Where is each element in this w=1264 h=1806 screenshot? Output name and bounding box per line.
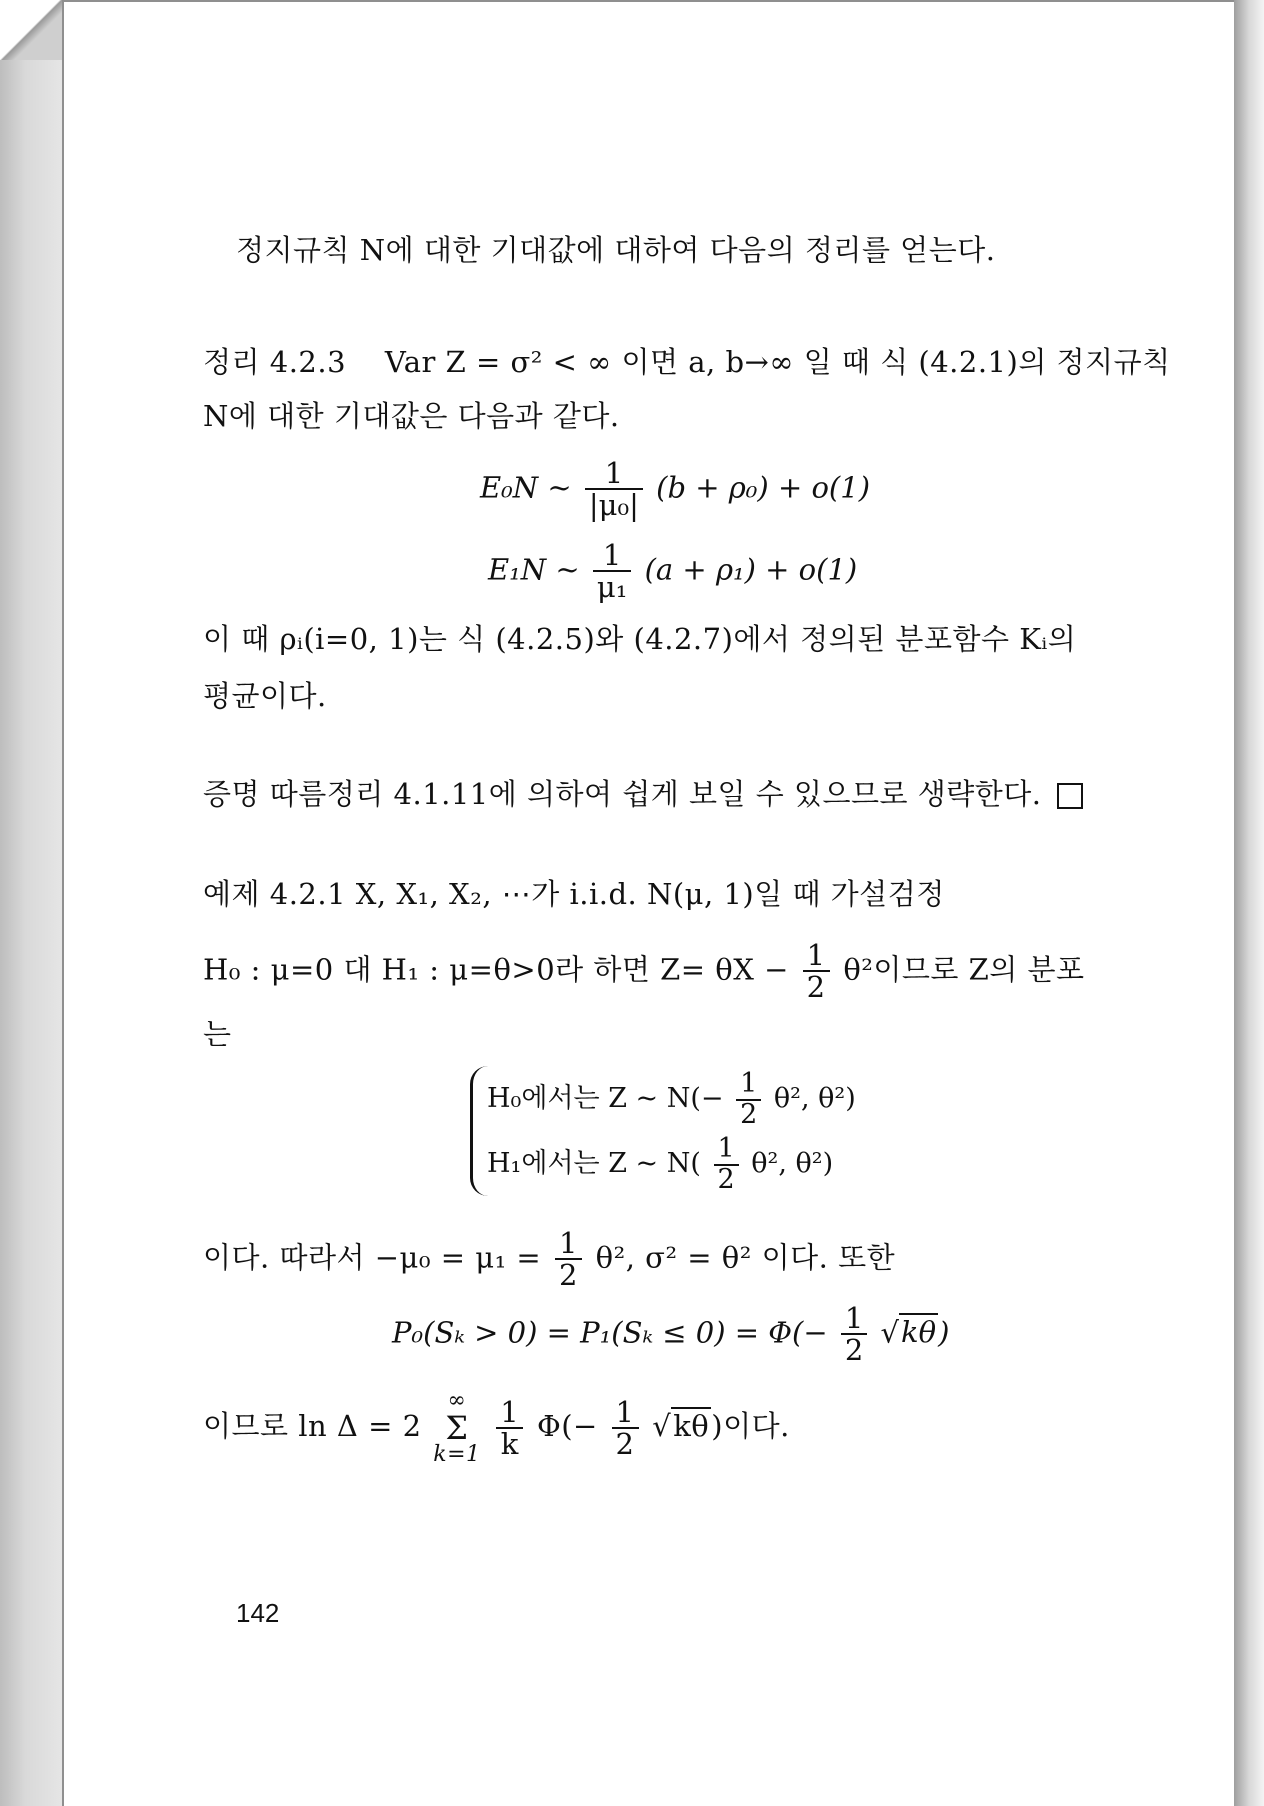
note-line-1: 이 때 ρᵢ(i=0, 1)는 식 (4.2.5)와 (4.2.7)에서 정의된 분포함수 Kᵢ의 xyxy=(203,622,1077,656)
eq-p-tail: ) xyxy=(938,1315,950,1350)
frac-num: 1 xyxy=(558,1226,578,1260)
example-line-3: 는 xyxy=(203,1017,232,1051)
intro-sentence: 정지규칙 N에 대한 기대값에 대하여 다음의 정리를 얻는다. xyxy=(236,233,996,267)
frac-den: 2 xyxy=(714,1164,739,1194)
sum-lower: k=1 xyxy=(433,1442,481,1467)
frac-num: 1 xyxy=(806,938,826,972)
book-corner xyxy=(0,0,64,60)
frac-den: k xyxy=(496,1427,523,1459)
equation-e0n xyxy=(480,458,870,521)
theorem-line-2: N에 대한 기대값은 다음과 같다. xyxy=(203,399,620,433)
eq-e0-den: |μ₀| xyxy=(585,488,643,520)
eq-e1-fraction xyxy=(593,540,631,603)
note-line-2: 평균이다. xyxy=(203,679,327,713)
sqrt-symbol-icon: √ xyxy=(880,1315,900,1350)
frac-den: 2 xyxy=(803,970,830,1002)
ln-text: 이므로 ln Δ = 2 xyxy=(203,1409,422,1443)
eq-e0-rhs: (b + ρ₀) + o(1) xyxy=(656,470,871,505)
example-distribution: θ²이므로 Z의 분포 xyxy=(843,952,1085,987)
frac-num: 1 xyxy=(844,1301,864,1335)
frac-den: 2 xyxy=(736,1099,761,1129)
eq-e0-fraction xyxy=(585,458,643,521)
eq-e0-lhs: E₀N ~ xyxy=(480,470,572,505)
example-line-2 xyxy=(203,940,1085,1003)
eq-e1-den: μ₁ xyxy=(593,570,631,602)
book-spine xyxy=(0,0,64,1806)
proof-line xyxy=(203,772,1083,813)
qed-square-icon xyxy=(1057,783,1083,809)
cases-brace xyxy=(470,1066,856,1196)
sqrt-symbol-icon: √ xyxy=(652,1409,672,1443)
frac-den: 2 xyxy=(555,1258,582,1290)
consequence-tail: θ², σ² = θ² 이다. 또한 xyxy=(595,1240,896,1275)
ln-frac-half xyxy=(612,1394,639,1461)
theorem-statement: Var Z = σ² < ∞ 이면 a, b→∞ 일 때 식 (4.2.1)의 정지규칙 xyxy=(384,345,1171,379)
case-h1 xyxy=(487,1131,856,1196)
eq-e1-lhs: E₁N ~ xyxy=(488,552,580,587)
frac-num: 1 xyxy=(500,1394,520,1429)
eq-e0-num: 1 xyxy=(604,456,624,490)
frac-num: 1 xyxy=(615,1394,635,1429)
frac-den: 2 xyxy=(841,1333,867,1365)
case-h0 xyxy=(487,1066,856,1131)
theorem-line-1 xyxy=(203,340,1171,381)
summation xyxy=(433,1390,480,1466)
page-number: 142 xyxy=(236,1598,280,1628)
case-h0-text: H₀에서는 Z ~ N(− xyxy=(487,1083,724,1114)
example-half-fraction xyxy=(803,940,830,1003)
ln-delta-line xyxy=(203,1390,790,1466)
page-edge-shadow xyxy=(1234,0,1264,1806)
consequence-line xyxy=(203,1228,895,1291)
ln-phi: Φ(− xyxy=(536,1409,598,1443)
case-h0-tail: θ², θ²) xyxy=(773,1083,856,1114)
frac-den: 2 xyxy=(612,1427,639,1459)
case-h0-fraction xyxy=(736,1070,761,1129)
consequence-text: 이다. 따라서 −μ₀ = μ₁ = xyxy=(203,1240,542,1275)
eq-e1-rhs: (a + ρ₁) + o(1) xyxy=(644,552,858,587)
equation-p0-p1 xyxy=(392,1303,949,1366)
equation-e1n xyxy=(488,540,857,603)
ln-tail: )이다. xyxy=(711,1409,790,1443)
example-hypothesis: H₀ : μ=0 대 H₁ : μ=θ>0라 하면 Z= θX − xyxy=(203,952,789,987)
proof-text: 증명 따름정리 4.1.11에 의하여 쉽게 보일 수 있으므로 생략한다. xyxy=(203,777,1042,811)
eq-p-sqrt: kθ xyxy=(901,1315,937,1350)
frac-num: 1 xyxy=(740,1068,758,1100)
case-h1-text: H₁에서는 Z ~ N( xyxy=(487,1148,701,1179)
ln-frac-1k xyxy=(496,1394,523,1461)
sum-upper: ∞ xyxy=(447,1388,467,1413)
example-line-1: 예제 4.2.1 X, X₁, X₂, ⋯가 i.i.d. N(μ, 1)일 때 가설검정 xyxy=(203,877,945,911)
theorem-label: 정리 4.2.3 xyxy=(203,345,347,379)
eq-e1-num: 1 xyxy=(602,538,622,572)
frac-num: 1 xyxy=(717,1133,735,1165)
eq-p-fraction xyxy=(841,1303,867,1366)
consequence-fraction xyxy=(555,1228,582,1291)
eq-p-text: P₀(Sₖ > 0) = P₁(Sₖ ≤ 0) = Φ(− xyxy=(392,1315,828,1350)
case-h1-fraction xyxy=(714,1135,739,1194)
sigma-icon: Σ xyxy=(445,1409,469,1447)
case-h1-tail: θ², θ²) xyxy=(751,1148,834,1179)
ln-sqrt: kθ xyxy=(673,1409,710,1443)
